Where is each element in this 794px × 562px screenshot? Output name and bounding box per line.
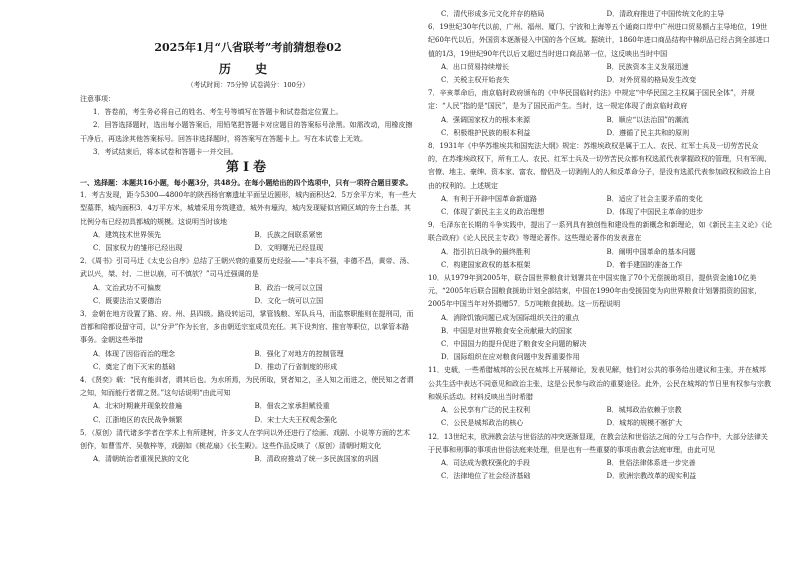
answer-option: C．体现了新民主主义的政治理想 bbox=[441, 208, 545, 217]
answer-option: D．文化一统可以立国 bbox=[254, 296, 324, 305]
answer-option: B．阐明中国革命的基本问题 bbox=[606, 247, 696, 256]
question bbox=[428, 21, 772, 87]
answer-option: A．北宋时期兼并现象较普遍 bbox=[93, 402, 183, 411]
answer-option: A．指引抗日战争的最终胜利 bbox=[441, 247, 531, 256]
question-stem: 4．《贤奕》载：“民有能训者，谓其后也。为水所焉，为民所取，贤者知之，圣人知之而进之，使民知之者谓之知，知而能行者谓之贤。”这句话说明“由此可知 bbox=[80, 376, 414, 398]
answer-option: A．体现了因俗而治的理念 bbox=[93, 349, 176, 358]
question bbox=[428, 87, 772, 140]
answer-option: B．城邦政治依赖于宗教 bbox=[606, 406, 682, 415]
question bbox=[428, 140, 772, 219]
subject-title: 历 史 bbox=[218, 62, 278, 76]
left-column bbox=[80, 0, 416, 562]
answer-options bbox=[80, 282, 416, 308]
answer-option: D．体现了中国民主革命的进步 bbox=[606, 208, 704, 217]
answer-option: D．宋士大夫王权观念强化 bbox=[254, 415, 338, 424]
answer-option: B．适应了社会主要矛盾的变化 bbox=[606, 194, 703, 203]
right-column bbox=[428, 0, 772, 562]
question bbox=[428, 272, 772, 364]
question-stem: 9．毛泽东在长期的斗争实践中，提出了一系列具有独创性和建设性的新概念和新理论，如《新民主主义论》《论联合政府》《论人民民主专政》等理论著作。这些理论著作的发表意在 bbox=[428, 221, 772, 243]
answer-option: A．司法成为教权强化的手段 bbox=[441, 458, 531, 467]
answer-option: B．清政府推动了统一多民族国家的巩固 bbox=[254, 455, 379, 464]
answer-option: C．清代形成多元文化并存的格局 bbox=[441, 10, 545, 18]
left-question-list bbox=[80, 189, 416, 466]
answer-options bbox=[428, 114, 772, 140]
answer-option: A．建筑技术世界领先 bbox=[93, 230, 162, 239]
question-stem: 11．史载，一些希腊城邦的公民在城邦上开展辩论，发表见解，他们对公共的事务给出建议和主张，并在城邦公共生活中表达不同意见和政治主张，这是公民参与政治的重要途径。此外，公民在城邦的节日里有权参与宗教和娱乐活动。材料反映出当时希腊 bbox=[428, 366, 771, 401]
answer-options bbox=[428, 246, 772, 272]
answer-options bbox=[80, 348, 416, 374]
note-item: 2．回答选择题时，选出每小题答案后，用铅笔把答题卡对应题目的答案标号涂黑。如需改动，用橡皮擦干净后，再选涂其他答案标号。回答非选择题时，将答案写在答题卡上。写在本试卷上无效。 bbox=[80, 121, 413, 143]
answer-options bbox=[428, 457, 772, 483]
answer-option: D．欧洲宗教改革的现实利益 bbox=[606, 472, 697, 481]
question-stem: 8．1931年《中华苏维埃共和国宪法大纲》规定：苏维埃政权是属于工人、农民、红军士兵及一切劳苦民众的，在苏维埃政权下，所有工人、农民、红军士兵及一切劳苦民众都有权选派代表掌握政权的管理，只有军阀、官僚、地主、豪绅、资本家、富农、僧侣及一切剥削人的人和反革命分子，是没有选派代表参加政权和政治上自由的权利的。上述规定 bbox=[428, 142, 771, 190]
answer-option: C．构建国家政权的基本框架 bbox=[441, 260, 531, 269]
answer-option: C．关税主权开始丧失 bbox=[441, 76, 510, 85]
answer-options bbox=[428, 193, 772, 219]
answer-option: B．佃农之家承担赋役重 bbox=[254, 402, 330, 411]
note-item: 3．考试结束后，将本试卷和答题卡一并交回。 bbox=[93, 147, 238, 156]
section-instructions: 一、选择题：本题共16小题，每小题3分，共48分。在每小题给出的四个选项中，只有一项符合题目要求。 bbox=[80, 178, 413, 188]
answer-option: D．国际组织在应对粮食问题中发挥重要作用 bbox=[441, 353, 580, 362]
question-stem: 12．13世纪末，欧洲教会法与世俗法的冲突逐渐显现，在教会法和世俗法之间的分工与合作中，大部分法律关于民事和刑事的事项由世俗法庭来处理，但是也有一些重要的事项由教会法庭审理，由此可见 bbox=[428, 432, 768, 454]
answer-option: B．氏族之间联系紧密 bbox=[254, 230, 323, 239]
answer-option: C．中国国力的提升促进了粮食安全问题的解决 bbox=[441, 340, 587, 349]
section-title: 第Ⅰ卷 bbox=[225, 160, 271, 176]
question bbox=[80, 255, 416, 308]
answer-option: A．有利于开辟中国革命新道路 bbox=[441, 194, 538, 203]
answer-option: B．强化了对地方的控制管理 bbox=[254, 349, 344, 358]
answer-option: B．政治一统可以立国 bbox=[254, 283, 323, 292]
question bbox=[428, 8, 772, 21]
answer-option: D．遵循了民主共和的原则 bbox=[606, 128, 690, 137]
answer-option: B．世俗法律体系进一步完善 bbox=[606, 458, 696, 467]
answer-option: A．公民享有广泛的民主权利 bbox=[441, 406, 531, 415]
exam-title: 2025年1月“八省联考”考前猜想卷02 bbox=[154, 41, 342, 54]
answer-option: C．法律地位了社会经济基础 bbox=[441, 472, 531, 481]
question-stem: 10．从1979年到2005年，联合国世界粮食计划署共在中国实施了70个无偿援助项目，提供资金逾10亿美元，“2005年后联合国粮食援助计划全部结束，中国在1990年由受援国变为向世界粮食计划署捐资的国家，2005年中国当年对外捐赠57．5万吨粮食援助。这一历程说明 bbox=[428, 274, 762, 309]
answer-option: A．出口贸易持续增长 bbox=[441, 62, 510, 71]
question bbox=[428, 219, 772, 272]
answer-option: C．江浙地区的农民战争频繁 bbox=[93, 415, 183, 424]
question bbox=[80, 427, 416, 467]
question-stem: 3．金朝在地方设置了路、府、州、县四级。路设转运司，掌管钱粮、军队兵马，而监察职能则在提刑司，而首都和陪都设留守司，以“分尹”作为长官，多由朝廷宗室成员充任。其下设判官、推官等职位，以掌管本路事务。金朝这些举措 bbox=[80, 310, 414, 345]
answer-options bbox=[80, 453, 416, 466]
question-stem: 5．（原创）清代诸多学者在学术上有所建树，许多文人在学问以外还进行了绘画、戏剧、小说等方面的艺术创作，如曹雪芹、吴敬梓等，戏剧如《桃花扇》《长生殿》。这些作品反映了（原创）清朝时期文化 bbox=[80, 428, 410, 451]
answer-option: D．清政府推进了中国传统文化的主导 bbox=[606, 10, 725, 18]
answer-options bbox=[428, 61, 772, 87]
notes-heading: 注意事项： bbox=[80, 95, 115, 103]
answer-option: B．民族资本主义发展迅速 bbox=[606, 62, 689, 71]
question bbox=[80, 308, 416, 374]
answer-options bbox=[428, 8, 772, 21]
question-stem: 7．辛亥革命后，南京临时政府颁布的《中华民国临时约法》中规定“中华民国之主权属于国民全体”，并规定：“人民”指的是“国民”，是为了国民而产生。当时，这一规定体现了南京临时政府 bbox=[428, 89, 755, 111]
notes-list bbox=[80, 106, 416, 159]
right-question-list bbox=[428, 8, 772, 483]
answer-option: B．中国是对世界粮食安全贡献最大的国家 bbox=[441, 326, 573, 335]
answer-option: D．着手建国的准备工作 bbox=[606, 260, 683, 269]
answer-option: A．消除饥饿问题已成为国际组织关注的重点 bbox=[441, 313, 580, 322]
note-item: 1．答卷前，考生务必将自己的姓名、考生号等填写在答题卡和试卷指定位置上。 bbox=[93, 108, 343, 117]
question bbox=[428, 431, 772, 484]
answer-option: B．顺应“以法治国”的潮流 bbox=[606, 115, 689, 124]
answer-option: D．对外贸易的格局发生改变 bbox=[606, 76, 697, 85]
question-stem: 1．考古发现，距今5300—4800年的陕西杨官寨遗址平面呈近圆形，城内面积达2．5万余平方米，有一些大型墓葬，城内面积3．4万平方米，城墙采用夯筑建造，城外有壕沟，城内发现疑似宫殿区域的夯土台基，其比例分布已经初具都城的规模。这说明当时该地 bbox=[80, 191, 416, 226]
answer-options bbox=[428, 312, 772, 365]
answer-options bbox=[80, 400, 416, 426]
question bbox=[80, 374, 416, 427]
answer-option: D．推动了行省制度的形成 bbox=[254, 362, 338, 371]
question bbox=[428, 364, 772, 430]
answer-option: A．文治武功不可偏废 bbox=[93, 283, 162, 292]
question-stem: 6．19世纪30年代以前，广州、福州、厦门、宁波和上海等五个通商口岸中广州进口贸易额占主导地位，19世纪60年代以后，外国资本逐渐侵入中国的各个区域。据统计，1860年进口商品结构中棉织品已经占到全部进口值的1/3，19世纪90年代以后又超过当时进口商品第一位，这反映出当时中国 bbox=[428, 23, 770, 58]
question bbox=[80, 189, 416, 255]
answer-option: A．强调国家权力的根本来源 bbox=[441, 115, 531, 124]
answer-option: C．奠定了南下灭宋的基础 bbox=[93, 362, 176, 371]
answer-option: C．公民是城邦政治的核心 bbox=[441, 419, 524, 428]
answer-option: D．文明曙光已经显现 bbox=[254, 244, 324, 253]
answer-option: D．城邦的规模不断扩大 bbox=[606, 419, 683, 428]
answer-option: C．既要法治又要德治 bbox=[93, 296, 162, 305]
answer-options bbox=[80, 229, 416, 255]
answer-option: C．国家权力的雏形已经出现 bbox=[93, 244, 183, 253]
exam-meta: （考试时间：75分钟 试卷满分：100分） bbox=[187, 81, 309, 89]
question-stem: 2．《周书》引司马迁《太史公自序》总结了王朝兴衰的重要历史经验——“非兵不强，非德不昌，黄帝、汤、武以兴，桀、纣、二世以崩，可不慎欤？”司马迁强调的是 bbox=[80, 257, 414, 279]
answer-option: A．清朝统治者重视民族的文化 bbox=[93, 455, 190, 464]
answer-options bbox=[428, 404, 772, 430]
answer-option: C．积极维护民族的根本利益 bbox=[441, 128, 531, 137]
